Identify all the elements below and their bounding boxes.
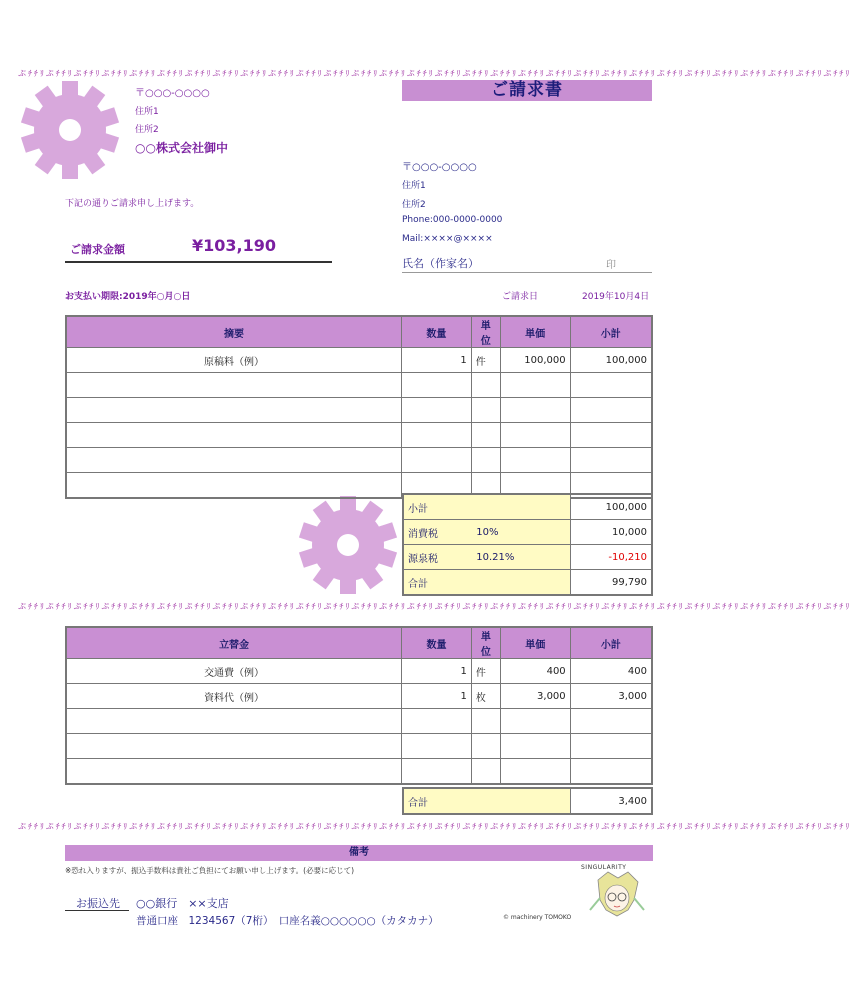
summary-total-label: 合計	[403, 570, 570, 596]
amount-value: ¥103,190	[192, 236, 277, 255]
col-description: 摘要	[66, 316, 402, 348]
cell-subtotal	[570, 759, 652, 785]
table-row	[66, 759, 652, 785]
col-subtotal: 小計	[570, 627, 652, 659]
cell-unit-price	[500, 734, 570, 759]
cell-description: 原稿料（例）	[66, 348, 402, 373]
issue-date: 2019年10月4日	[582, 292, 650, 302]
bank-line2: 普通口座 1234567（7桁） 口座名義○○○○○○（カタカナ）	[136, 915, 439, 927]
expenses-header-row	[66, 627, 652, 659]
gear-icon	[298, 495, 398, 595]
amount-label: ご請求金額	[70, 243, 125, 256]
table-row	[66, 659, 652, 684]
summary-tax-label: 消費税	[403, 520, 472, 545]
brand-logo-text: SINGULARITY	[581, 864, 627, 871]
col-unit-price: 単価	[500, 627, 570, 659]
expenses-total-table	[402, 787, 653, 815]
col-subtotal: 小計	[570, 316, 652, 348]
cell-unit: 件	[471, 348, 500, 373]
cell-unit	[471, 398, 500, 423]
summary-withholding-rate: 10.21%	[472, 545, 570, 570]
summary-table	[402, 493, 653, 596]
cell-unit	[471, 709, 500, 734]
cell-description	[66, 398, 402, 423]
recipient-address2: 住所2	[135, 125, 159, 135]
bank-label-underline	[65, 910, 129, 911]
cell-subtotal	[570, 398, 652, 423]
table-row	[66, 709, 652, 734]
bank-line1: ○○銀行 ××支店	[136, 897, 229, 910]
cell-unit-price: 3,000	[500, 684, 570, 709]
items-header-row	[66, 316, 652, 348]
summary-subtotal-value: 100,000	[570, 494, 652, 520]
intro-text: 下記の通りご請求申し上げます。	[65, 199, 200, 209]
sender-phone: Phone:000-0000-0000	[402, 215, 503, 225]
cell-unit	[471, 373, 500, 398]
col-quantity: 数量	[402, 316, 472, 348]
cell-subtotal: 400	[570, 659, 652, 684]
recipient-postal: 〒○○○-○○○○	[135, 88, 210, 99]
cell-description: 交通費（例）	[66, 659, 402, 684]
gear-icon	[20, 80, 120, 180]
sender-mail: Mail:××××@××××	[402, 234, 493, 244]
cell-unit: 枚	[471, 684, 500, 709]
summary-withholding-value: -10,210	[570, 545, 652, 570]
cell-unit-price	[500, 448, 570, 473]
cell-subtotal	[570, 709, 652, 734]
cell-unit-price	[500, 759, 570, 785]
cell-unit	[471, 423, 500, 448]
cell-subtotal: 3,000	[570, 684, 652, 709]
summary-withholding-row	[403, 545, 652, 570]
document-title: ご請求書	[402, 80, 652, 101]
col-unit: 単位	[471, 316, 500, 348]
col-unit: 単位	[471, 627, 500, 659]
summary-tax-rate: 10%	[472, 520, 570, 545]
amount-underline	[65, 261, 332, 263]
recipient-address1: 住所1	[135, 107, 159, 117]
sender-address1: 住所1	[402, 181, 426, 191]
col-quantity: 数量	[402, 627, 472, 659]
cell-quantity	[402, 448, 472, 473]
character-illustration-icon	[588, 870, 646, 920]
cell-description	[66, 473, 402, 499]
seal-mark: 印	[606, 260, 616, 271]
cell-unit	[471, 759, 500, 785]
table-row	[66, 448, 652, 473]
sender-name: 氏名（作家名）	[402, 257, 479, 270]
summary-total-row	[403, 570, 652, 596]
summary-subtotal-label: 小計	[403, 494, 570, 520]
table-row	[66, 684, 652, 709]
summary-subtotal-row	[403, 494, 652, 520]
summary-tax-value: 10,000	[570, 520, 652, 545]
recipient-name: ○○株式会社御中	[135, 141, 228, 155]
cell-quantity	[402, 759, 472, 785]
expenses-total-row	[403, 788, 652, 814]
cell-unit-price	[500, 709, 570, 734]
cell-subtotal	[570, 423, 652, 448]
cell-quantity: 1	[402, 348, 472, 373]
notes-header: 備考	[65, 845, 653, 861]
table-row	[66, 734, 652, 759]
sender-address2: 住所2	[402, 200, 426, 210]
cell-description	[66, 373, 402, 398]
cell-unit	[471, 448, 500, 473]
items-table	[65, 315, 653, 499]
notes-text: ※恐れ入りますが、振込手数料は貴社ご負担にてお願い申し上げます。(必要に応じて)	[65, 866, 355, 875]
bank-label: お振込先	[76, 897, 120, 910]
cell-subtotal	[570, 448, 652, 473]
cell-quantity	[402, 709, 472, 734]
cell-quantity	[402, 398, 472, 423]
decor-strip-middle: ぷ ﾁ ﾁ ﾘ ぷ ﾁ ﾁ ﾘ ぷ ﾁ ﾁ ﾘ ぷ ﾁ ﾁ ﾘ ぷ ﾁ ﾁ ﾘ ぷ ﾁ ﾁ ﾘ ぷ ﾁ ﾁ ﾘ ぷ ﾁ ﾁ ﾘ ぷ ﾁ ﾁ ﾘ ぷ ﾁ ﾁ ﾘ ぷ ﾁ ﾁ ﾘ ぷ ﾁ ﾁ ﾘ ぷ ﾁ ﾁ ﾘ ぷ ﾁ ﾁ ﾘ ぷ ﾁ ﾁ ﾘ ぷ ﾁ ﾁ ﾘ ぷ ﾁ ﾁ ﾘ ぷ ﾁ ﾁ ﾘ ぷ ﾁ ﾁ ﾘ ぷ ﾁ ﾁ ﾘ ぷ ﾁ ﾁ ﾘ ぷ ﾁ ﾁ ﾘ ぷ ﾁ ﾁ ﾘ ぷ ﾁ ﾁ ﾘ ぷ ﾁ ﾁ ﾘ ぷ ﾁ ﾁ ﾘ ぷ ﾁ ﾁ ﾘ ぷ ﾁ ﾁ ﾘ ぷ ﾁ ﾁ ﾘ ぷ ﾁ ﾁ ﾘ	[18, 602, 849, 611]
cell-subtotal	[570, 734, 652, 759]
expenses-total-value: 3,400	[570, 788, 652, 814]
cell-quantity: 1	[402, 684, 472, 709]
table-row	[66, 373, 652, 398]
cell-quantity	[402, 373, 472, 398]
summary-withholding-label: 源泉税	[403, 545, 472, 570]
decor-strip-bottom: ぷ ﾁ ﾁ ﾘ ぷ ﾁ ﾁ ﾘ ぷ ﾁ ﾁ ﾘ ぷ ﾁ ﾁ ﾘ ぷ ﾁ ﾁ ﾘ ぷ ﾁ ﾁ ﾘ ぷ ﾁ ﾁ ﾘ ぷ ﾁ ﾁ ﾘ ぷ ﾁ ﾁ ﾘ ぷ ﾁ ﾁ ﾘ ぷ ﾁ ﾁ ﾘ ぷ ﾁ ﾁ ﾘ ぷ ﾁ ﾁ ﾘ ぷ ﾁ ﾁ ﾘ ぷ ﾁ ﾁ ﾘ ぷ ﾁ ﾁ ﾘ ぷ ﾁ ﾁ ﾘ ぷ ﾁ ﾁ ﾘ ぷ ﾁ ﾁ ﾘ ぷ ﾁ ﾁ ﾘ ぷ ﾁ ﾁ ﾘ ぷ ﾁ ﾁ ﾘ ぷ ﾁ ﾁ ﾘ ぷ ﾁ ﾁ ﾘ ぷ ﾁ ﾁ ﾘ ぷ ﾁ ﾁ ﾘ ぷ ﾁ ﾁ ﾘ ぷ ﾁ ﾁ ﾘ ぷ ﾁ ﾁ ﾘ ぷ ﾁ ﾁ ﾘ	[18, 822, 849, 831]
col-expense: 立替金	[66, 627, 402, 659]
summary-total-value: 99,790	[570, 570, 652, 596]
cell-unit	[471, 734, 500, 759]
cell-unit-price: 400	[500, 659, 570, 684]
due-date: お支払い期限:2019年○月○日	[65, 292, 191, 302]
decor-strip-top: ぷ ﾁ ﾁ ﾘ ぷ ﾁ ﾁ ﾘ ぷ ﾁ ﾁ ﾘ ぷ ﾁ ﾁ ﾘ ぷ ﾁ ﾁ ﾘ ぷ ﾁ ﾁ ﾘ ぷ ﾁ ﾁ ﾘ ぷ ﾁ ﾁ ﾘ ぷ ﾁ ﾁ ﾘ ぷ ﾁ ﾁ ﾘ ぷ ﾁ ﾁ ﾘ ぷ ﾁ ﾁ ﾘ ぷ ﾁ ﾁ ﾘ ぷ ﾁ ﾁ ﾘ ぷ ﾁ ﾁ ﾘ ぷ ﾁ ﾁ ﾘ ぷ ﾁ ﾁ ﾘ ぷ ﾁ ﾁ ﾘ ぷ ﾁ ﾁ ﾘ ぷ ﾁ ﾁ ﾘ ぷ ﾁ ﾁ ﾘ ぷ ﾁ ﾁ ﾘ ぷ ﾁ ﾁ ﾘ ぷ ﾁ ﾁ ﾘ ぷ ﾁ ﾁ ﾘ ぷ ﾁ ﾁ ﾘ ぷ ﾁ ﾁ ﾘ ぷ ﾁ ﾁ ﾘ ぷ ﾁ ﾁ ﾘ ぷ ﾁ ﾁ ﾘ	[18, 69, 849, 78]
issue-date-label: ご請求日	[502, 292, 539, 302]
sender-postal: 〒○○○-○○○○	[402, 162, 477, 173]
cell-unit-price	[500, 423, 570, 448]
cell-subtotal	[570, 373, 652, 398]
cell-quantity: 1	[402, 659, 472, 684]
cell-description	[66, 709, 402, 734]
table-row	[66, 398, 652, 423]
expenses-table	[65, 626, 653, 785]
sender-underline	[402, 272, 652, 273]
cell-unit-price	[500, 398, 570, 423]
expenses-total-label: 合計	[403, 788, 570, 814]
cell-quantity	[402, 734, 472, 759]
cell-description	[66, 423, 402, 448]
cell-unit-price	[500, 373, 570, 398]
cell-subtotal: 100,000	[570, 348, 652, 373]
table-row	[66, 423, 652, 448]
table-row	[66, 348, 652, 373]
summary-tax-row	[403, 520, 652, 545]
cell-quantity	[402, 423, 472, 448]
col-unit-price: 単価	[500, 316, 570, 348]
cell-description	[66, 759, 402, 785]
cell-description	[66, 448, 402, 473]
cell-description: 資料代（例）	[66, 684, 402, 709]
credit-text: © machinery TOMOKO	[503, 914, 572, 921]
cell-unit: 件	[471, 659, 500, 684]
cell-unit-price: 100,000	[500, 348, 570, 373]
cell-description	[66, 734, 402, 759]
